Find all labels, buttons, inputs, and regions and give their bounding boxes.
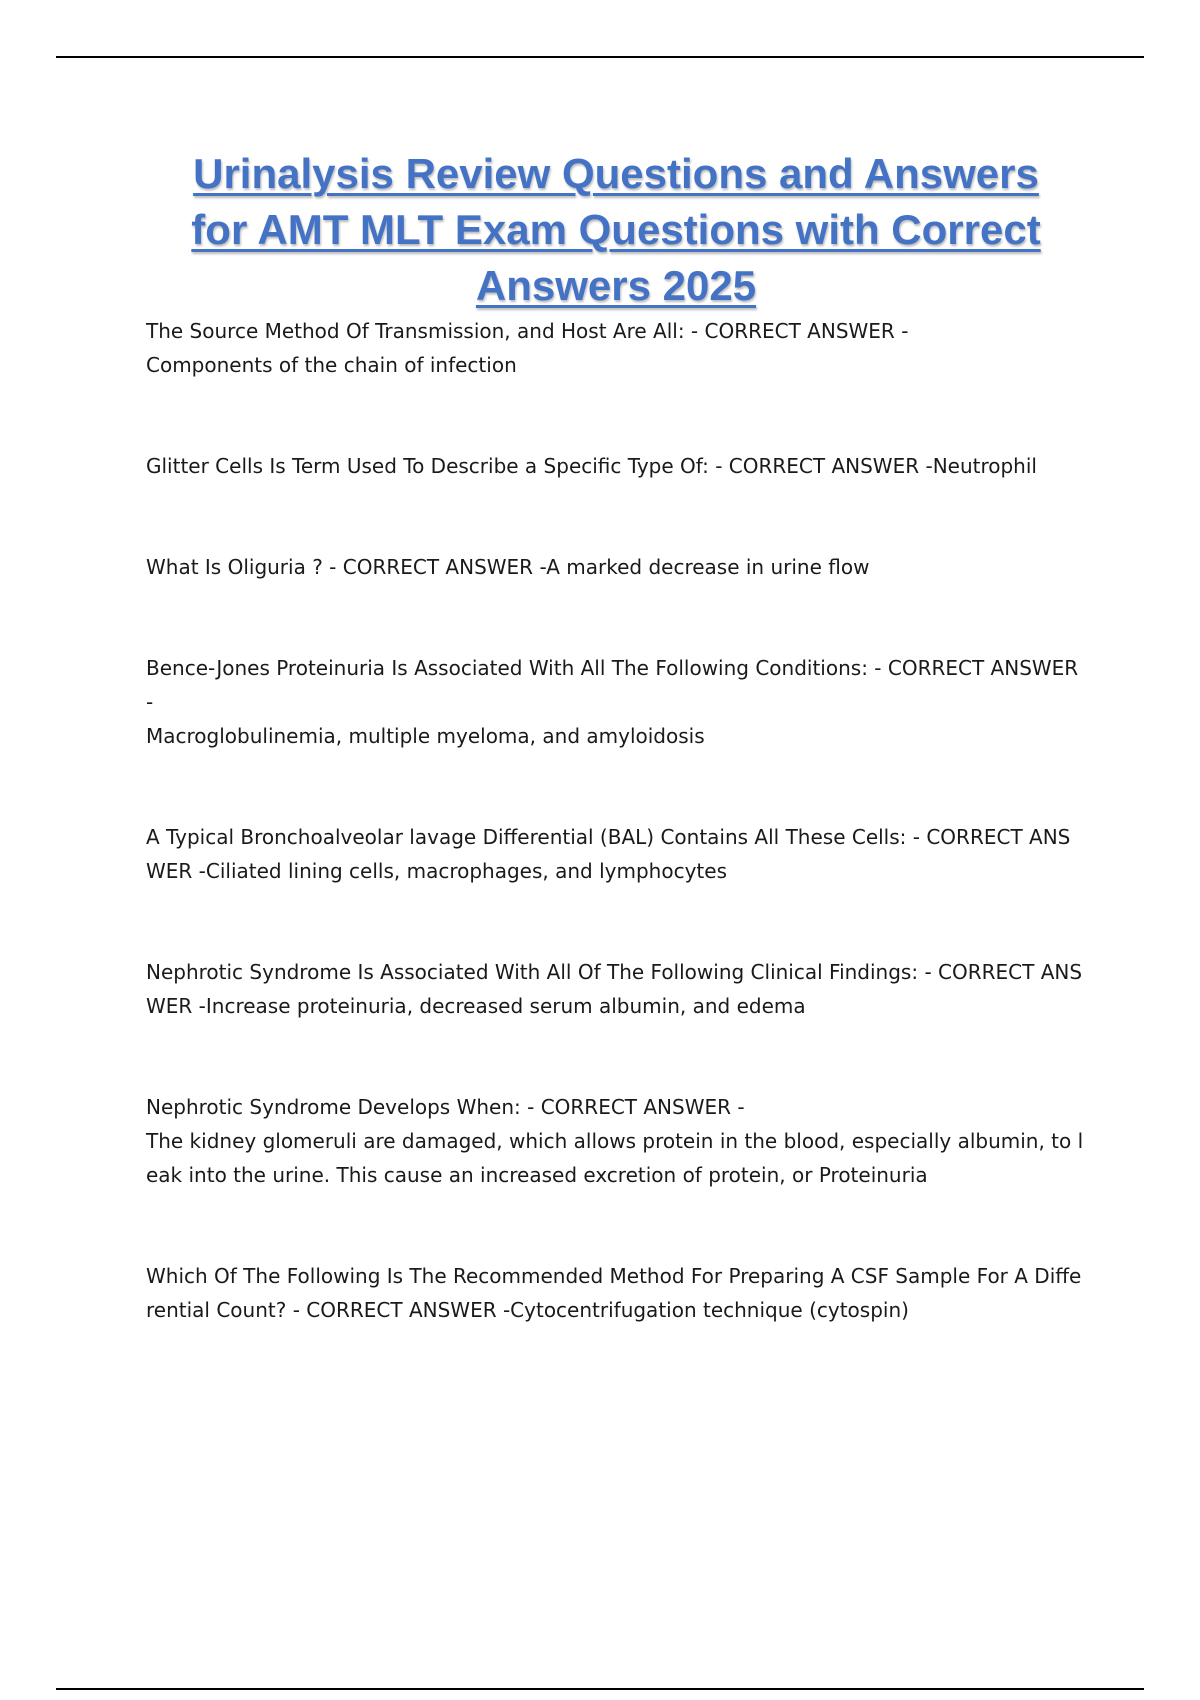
top-rule (56, 56, 1144, 58)
qa-item (146, 449, 1086, 483)
correct-answer-label: - CORRECT ANSWER - (322, 555, 547, 579)
answer-text: Ciliated lining cells, macrophages, and lymphocytes (205, 859, 727, 883)
question-text: Which Of The Following Is The Recommended Method For Preparing A CSF Sample For A Differential Count? (146, 1264, 1082, 1322)
answer-text: Components of the chain of infection (146, 353, 517, 377)
question-text: A Typical Bronchoalveolar lavage Differential (BAL) Contains All These Cells: (146, 825, 907, 849)
qa-item (146, 550, 1086, 584)
bottom-rule (56, 1688, 1144, 1690)
question-text: Nephrotic Syndrome Develops When: (146, 1095, 521, 1119)
question-text: Bence-Jones Proteinuria Is Associated With All The Following Conditions: (146, 656, 868, 680)
correct-answer-label: - CORRECT ANSWER - (286, 1298, 511, 1322)
qa-item (146, 955, 1086, 1023)
question-text: The Source Method Of Transmission, and Host Are All: (146, 319, 685, 343)
document-title (120, 146, 1112, 314)
title-line: Urinalysis Review Questions and Answers (193, 150, 1039, 197)
qa-item (146, 1259, 1086, 1327)
question-text: Glitter Cells Is Term Used To Describe a Specific Type Of: (146, 454, 709, 478)
answer-text: A marked decrease in urine flow (546, 555, 870, 579)
correct-answer-label: - CORRECT ANSWER - (146, 656, 1079, 714)
qa-list (146, 314, 1086, 1394)
qa-item (146, 820, 1086, 888)
qa-item (146, 1090, 1086, 1192)
title-line: for AMT MLT Exam Questions with Correct (191, 206, 1041, 253)
answer-text: Cytocentrifugation technique (cytospin) (510, 1298, 909, 1322)
qa-item (146, 314, 1086, 382)
answer-text: Neutrophil (932, 454, 1037, 478)
answer-text: Increase proteinuria, decreased serum albumin, and edema (205, 994, 806, 1018)
question-text: Nephrotic Syndrome Is Associated With All Of The Following Clinical Findings: (146, 960, 919, 984)
answer-text: Macroglobulinemia, multiple myeloma, and amyloidosis (146, 724, 705, 748)
correct-answer-label: - CORRECT ANSWER - (708, 454, 933, 478)
question-text: What Is Oliguria ? (146, 555, 323, 579)
correct-answer-label: - CORRECT ANSWER - (684, 319, 909, 343)
correct-answer-label: - CORRECT ANSWER - (520, 1095, 745, 1119)
answer-text: The kidney glomeruli are damaged, which allows protein in the blood, especially albumin, to leak into the urine. This cause an increased excretion of protein, or Proteinuria (146, 1129, 1084, 1187)
correct-answer-label: - CORRECT ANSWER - (146, 825, 1071, 883)
title-line: Answers 2025 (475, 262, 757, 309)
correct-answer-label: - CORRECT ANSWER - (146, 960, 1083, 1018)
qa-item (146, 651, 1086, 753)
